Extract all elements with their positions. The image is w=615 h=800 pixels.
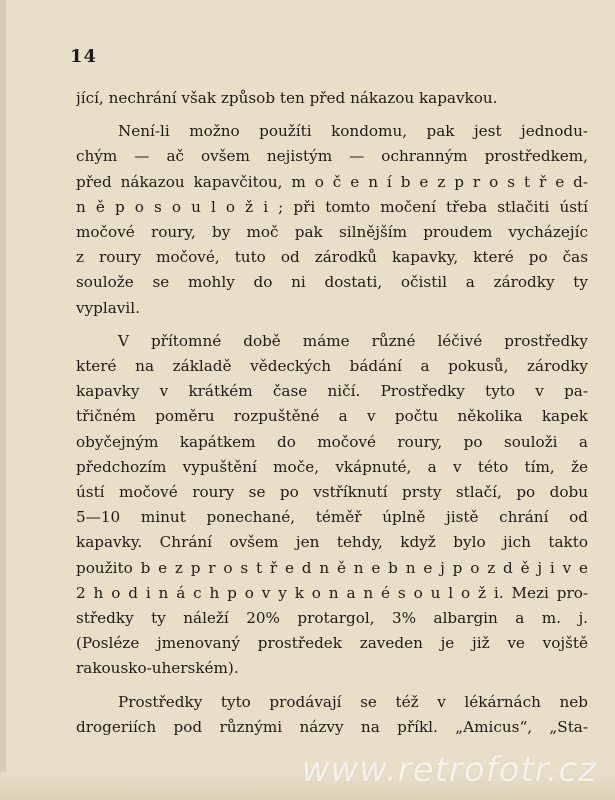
text-line: použito b e z p r o s t ř e d n ě n e b n e j p o z d ě j i v e: [76, 558, 588, 577]
text-line: z roury močové, tuto od zárodků kapavky, které po čas: [76, 248, 588, 267]
text-line: které na základě vědeckých bádání a pokusů, zárodky: [76, 357, 588, 376]
text-line: před nákazou kapavčitou, m o č e n í b e z p r o s t ř e d-: [76, 172, 588, 191]
text-line: třičném poměru rozpuštěné a v počtu několika kapek: [76, 407, 588, 426]
text-line: 2 h o d i n á c h p o v y k o n a n é s o u l o ž i. Mezi pro-: [76, 583, 588, 602]
text-line: kapavky. Chrání ovšem jen tehdy, když bylo jich takto: [76, 533, 588, 552]
text-line: 5—10 minut ponechané, téměř úplně jistě chrání od: [76, 508, 588, 527]
text-line: rakousko-uherském).: [76, 659, 239, 678]
text-line: chým — ač ovšem nejistým — ochranným prostředkem,: [76, 147, 588, 166]
text-line: vyplavil.: [76, 298, 140, 317]
text-line: Prostředky tyto prodávají se též v lékárnách neb: [118, 692, 588, 711]
watermark: www.retrofotr.cz: [301, 750, 597, 790]
text-line: ústí močové roury se po vstříknutí prsty stlačí, po dobu: [76, 483, 588, 502]
body-text: [76, 86, 588, 740]
text-line: Není-li možno použíti kondomu, pak jest jednodu-: [118, 122, 588, 141]
text-line: soulože se mohly do ni dostati, očistil a zárodky ty: [76, 273, 588, 292]
text-line: jící, nechrání však způsob ten před nákazou kapavkou.: [76, 89, 498, 107]
text-line: (Posléze jmenovaný prostředek zaveden je již ve vojště: [76, 634, 588, 653]
text-line: n ě p o s o u l o ž i ; při tomto močení třeba stlačiti ústí: [76, 197, 588, 216]
text-line: předchozím vypuštění moče, vkápnuté, a v této tím, že: [76, 457, 588, 476]
page-number: 14: [70, 46, 98, 67]
text-line: V přítomné době máme různé léčivé prostředky: [118, 331, 588, 350]
text-line: obyčejným kapátkem do močové roury, po souloži a: [76, 432, 588, 451]
text-line: drogeriích pod různými názvy na příkl. „Amicus“, „Sta-: [76, 717, 588, 736]
page-edge: [0, 0, 6, 800]
text-line: středky ty náleží 20% protargol, 3% albargin a m. j.: [76, 609, 588, 628]
text-line: kapavky v krátkém čase ničí. Prostředky tyto v pa-: [76, 382, 588, 401]
text-line: močové roury, by moč pak silnějším proudem vycházejíc: [76, 223, 588, 242]
